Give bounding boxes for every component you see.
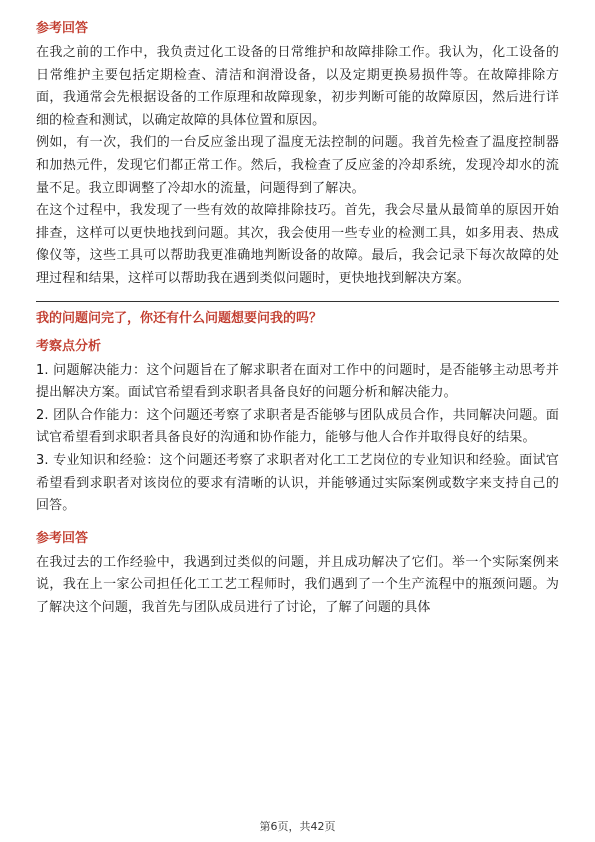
page-number: 第6页，共42页 xyxy=(259,820,336,833)
answer-heading-2: 参考回答 xyxy=(36,530,89,546)
section-divider xyxy=(36,301,559,302)
document-page xyxy=(36,20,559,619)
interview-question: 我的问题问完了，你还有什么问题想要问我的吗？ xyxy=(36,310,323,326)
answer-paragraph-2: 例如，有一次，我们的一台反应釜出现了温度无法控制的问题。我首先检查了温度控制器和加热元件，发现它们都正常工作。然后，我检查了反应釜的冷却系统，发现冷却水的流量不足。我立即调整了冷却水的流量，问题得到了解决。 xyxy=(36,135,559,196)
answer-paragraph-1: 在我之前的工作中，我负责过化工设备的日常维护和故障排除工作。我认为，化工设备的日常维护主要包括定期检查、清洁和润滑设备，以及定期更换易损件等。在故障排除方面，我通常会先根据设备的工作原理和故障现象，初步判断可能的故障原因，然后进行详细的检查和测试，以确定故障的具体位置和原因。 xyxy=(36,45,559,128)
analysis-point-3: 3. 专业知识和经验：这个问题还考察了求职者对化工工艺岗位的专业知识和经验。面试官希望看到求职者对该岗位的要求有清晰的认识，并能够通过实际案例或数字来支持自己的回答。 xyxy=(36,452,559,514)
analysis-heading: 考察点分析 xyxy=(36,338,102,354)
answer-paragraph-4: 在我过去的工作经验中，我遇到过类似的问题，并且成功解决了它们。举一个实际案例来说，我在上一家公司担任化工工艺工程师时，我们遇到了一个生产流程中的瓶颈问题。为了解决这个问题，我首先与团队成员进行了讨论，了解了问题的具体 xyxy=(36,554,559,615)
answer-heading-1: 参考回答 xyxy=(36,21,89,36)
answer-paragraph-3: 在这个过程中，我发现了一些有效的故障排除技巧。首先，我会尽量从最简单的原因开始排查，这样可以更快地找到问题。其次，我会使用一些专业的检测工具，如多用表、热成像仪等，这些工具可以帮助我更准确地判断设备的故障。最后，我会记录下每次故障的处理过程和结果，这样可以帮助我在遇到类似问题时，更快地找到解决方案。 xyxy=(36,203,559,286)
analysis-point-2: 2. 团队合作能力：这个问题还考察了求职者是否能够与团队成员合作，共同解决问题。面试官希望看到求职者具备良好的沟通和协作能力，能够与他人合作并取得良好的结果。 xyxy=(36,407,559,446)
analysis-point-1: 1. 问题解决能力：这个问题旨在了解求职者在面对工作中的问题时，是否能够主动思考并提出解决方案。面试官希望看到求职者具备良好的问题分析和解决能力。 xyxy=(36,362,559,401)
